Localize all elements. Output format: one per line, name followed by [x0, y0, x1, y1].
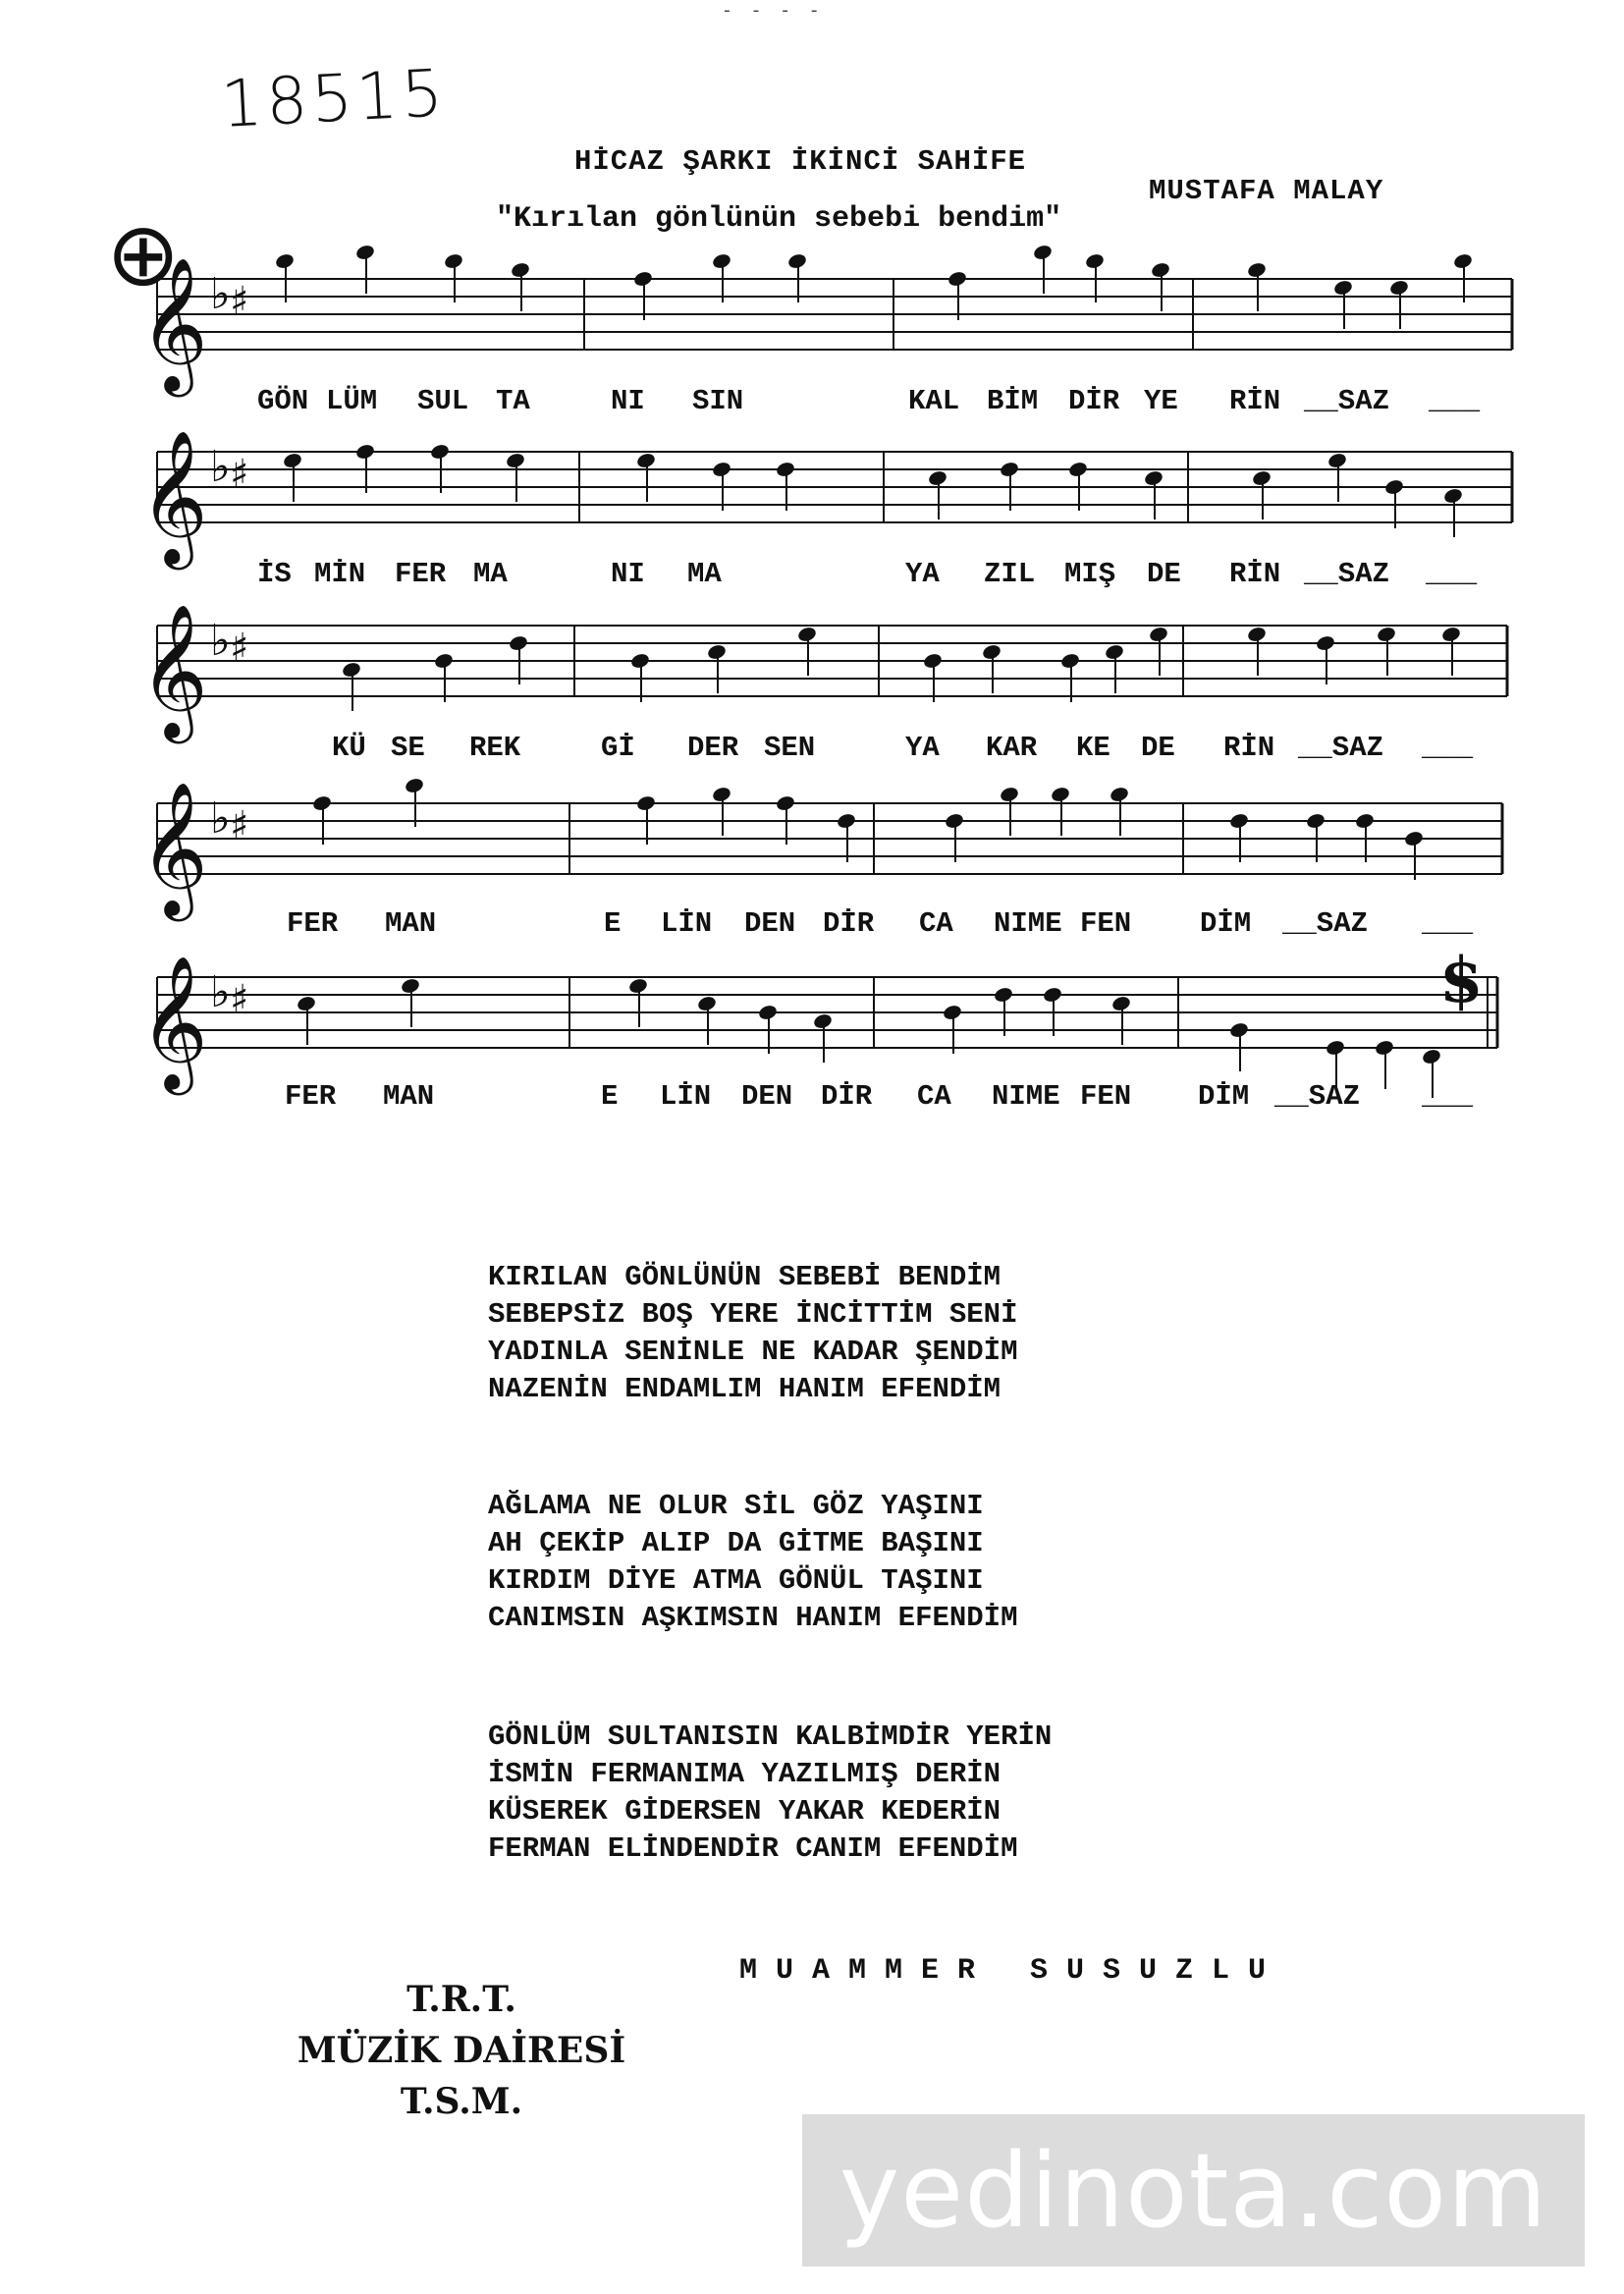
lyric-syllable: MAN [383, 1080, 435, 1113]
lyric-syllable: RİN [1229, 385, 1281, 417]
lyric-syllable: REK [469, 732, 521, 764]
verse-3 [488, 1719, 1273, 1868]
treble-clef-icon: 𝄞 [139, 428, 208, 564]
verse-1 [488, 1259, 1273, 1408]
lyric-syllable: KÜ [332, 732, 366, 764]
lyric-syllable: DE [1141, 732, 1175, 764]
lyric-syllable: MA [473, 558, 508, 590]
lyric-syllable: NI [611, 385, 645, 417]
lyric-syllable: KE [1076, 732, 1110, 764]
lyric-syllable: FER [287, 907, 339, 940]
catalog-number: 18515 [219, 55, 449, 142]
treble-clef-icon: 𝄞 [139, 954, 208, 1089]
lyric-syllable: DİR [823, 907, 875, 940]
lyric-syllable: __SAZ [1304, 385, 1390, 417]
top-edge-mark: - - - - [722, 2, 824, 22]
lyric-syllable: CA [917, 1080, 951, 1113]
flat-sign-icon: ♭ [210, 793, 231, 844]
institution-line: T.R.T. [406, 1979, 516, 2020]
lyric-syllable: __SAZ [1298, 732, 1384, 764]
lyric-syllable: YA [905, 558, 940, 590]
lyric-syllable: KAR [986, 732, 1038, 764]
page-title: HİCAZ ŞARKI İKİNCİ SAHİFE [574, 145, 1027, 178]
verse-line: KIRDIM DİYE ATMA GÖNÜL TAŞINI [488, 1564, 984, 1597]
flat-sign-icon: ♭ [210, 616, 231, 666]
sharp-sign-icon: ♯ [230, 626, 249, 671]
lyric-syllable: BİM [987, 385, 1039, 417]
lyricist-name: MUAMMER SUSUZLU [739, 1954, 1285, 1988]
lyric-syllable: E [604, 907, 622, 940]
lyric-syllable: DİR [821, 1080, 873, 1113]
segno-icon: $ [1439, 944, 1484, 1017]
lyric-syllable: ZIL [984, 558, 1036, 590]
lyric-syllable: KAL [908, 385, 960, 417]
lyric-syllable: SEN [764, 732, 816, 764]
lyric-syllable: ___ [1426, 558, 1478, 590]
treble-clef-icon: 𝄞 [139, 602, 208, 737]
lyric-syllable: NI [611, 558, 645, 590]
institution-line: MÜZİK DAİRESİ [297, 2030, 626, 2071]
lyric-syllable: E [601, 1080, 619, 1113]
lyric-syllable: ___ [1422, 907, 1474, 940]
lyric-syllable: SE [391, 732, 425, 764]
lyric-syllable: DER [687, 732, 739, 764]
watermark-banner [802, 2114, 1585, 2267]
verse-line: KIRILAN GÖNLÜNÜN SEBEBİ BENDİM [488, 1261, 1001, 1293]
lyric-syllable: DEN [744, 907, 796, 940]
lyric-syllable: MİN [314, 558, 366, 590]
song-subtitle: "Kırılan gönlünün sebebi bendim" [496, 202, 1062, 236]
treble-clef-icon: 𝄞 [139, 255, 208, 391]
lyric-syllable: DİR [1068, 385, 1120, 417]
lyric-syllable: LÜM [326, 385, 378, 417]
lyric-syllable: YE [1144, 385, 1178, 417]
verse-line: FERMAN ELİNDENDİR CANIM EFENDİM [488, 1832, 1018, 1865]
verse-line: AH ÇEKİP ALIP DA GİTME BAŞINI [488, 1527, 984, 1559]
lyric-syllable: LİN [660, 1080, 712, 1113]
sharp-sign-icon: ♯ [230, 279, 249, 324]
lyric-syllable: NIME [992, 1080, 1060, 1113]
sharp-sign-icon: ♯ [230, 803, 249, 848]
verse-line: AĞLAMA NE OLUR SİL GÖZ YAŞINI [488, 1490, 984, 1522]
lyric-syllable: MAN [385, 907, 437, 940]
lyric-syllable: Gİ [601, 732, 635, 764]
lyric-syllable: TA [496, 385, 530, 417]
lyric-syllable: SIN [692, 385, 744, 417]
lyric-syllable: RİN [1223, 732, 1275, 764]
lyric-syllable: SUL [417, 385, 469, 417]
verse-line: YADINLA SENİNLE NE KADAR ŞENDİM [488, 1336, 1018, 1368]
lyric-syllable: MIŞ [1064, 558, 1116, 590]
verse-line: KÜSEREK GİDERSEN YAKAR KEDERİN [488, 1795, 1001, 1828]
lyric-syllable: DE [1147, 558, 1181, 590]
lyric-syllable: ___ [1429, 385, 1481, 417]
lyric-syllable: ___ [1422, 732, 1474, 764]
lyric-syllable: FEN [1080, 1080, 1132, 1113]
flat-sign-icon: ♭ [210, 967, 231, 1017]
sharp-sign-icon: ♯ [230, 977, 249, 1022]
lyric-syllable: CA [919, 907, 953, 940]
coda-icon: ⊕ [106, 203, 181, 306]
lyric-syllable: DİM [1198, 1080, 1250, 1113]
verse-line: İSMİN FERMANIMA YAZILMIŞ DERİN [488, 1758, 1001, 1790]
lyric-syllable: __SAZ [1274, 1080, 1361, 1113]
lyric-syllable: FER [395, 558, 447, 590]
lyric-syllable: YA [905, 732, 940, 764]
lyric-syllable: __SAZ [1282, 907, 1369, 940]
lyric-syllable: DİM [1200, 907, 1252, 940]
lyric-syllable: __SAZ [1304, 558, 1390, 590]
lyric-syllable: MA [687, 558, 722, 590]
lyric-syllable: FEN [1080, 907, 1132, 940]
lyric-syllable: LİN [661, 907, 713, 940]
institution-block [265, 1974, 658, 2127]
institution-line: T.S.M. [400, 2081, 523, 2122]
verse-line: NAZENİN ENDAMLIM HANIM EFENDİM [488, 1373, 1001, 1405]
lyric-syllable: ___ [1422, 1080, 1474, 1113]
verse-2 [488, 1488, 1273, 1637]
lyric-syllable: RİN [1229, 558, 1281, 590]
lyric-syllable: DEN [741, 1080, 793, 1113]
lyric-syllable: GÖN [257, 385, 309, 417]
flat-sign-icon: ♭ [210, 442, 231, 492]
lyric-syllable: İS [257, 558, 292, 590]
composer-name: MUSTAFA MALAY [1149, 175, 1384, 207]
lyric-syllable: NIME [994, 907, 1062, 940]
verse-line: GÖNLÜM SULTANISIN KALBİMDİR YERİN [488, 1720, 1053, 1753]
music-score [0, 0, 1624, 1139]
watermark-text: yedinota.com [839, 2130, 1548, 2251]
sharp-sign-icon: ♯ [230, 452, 249, 497]
lyric-syllable: FER [285, 1080, 337, 1113]
verse-line: CANIMSIN AŞKIMSIN HANIM EFENDİM [488, 1602, 1018, 1634]
flat-sign-icon: ♭ [210, 269, 231, 319]
verse-line: SEBEPSİZ BOŞ YERE İNCİTTİM SENİ [488, 1298, 1018, 1331]
treble-clef-icon: 𝄞 [139, 780, 208, 915]
